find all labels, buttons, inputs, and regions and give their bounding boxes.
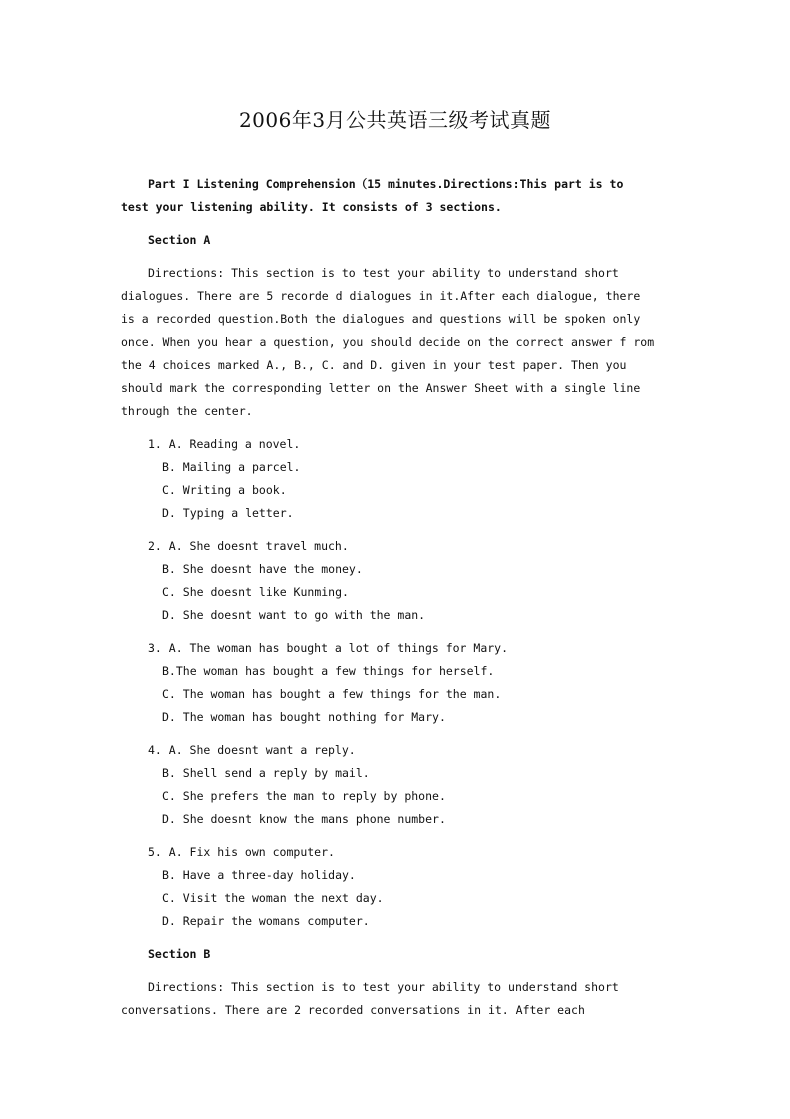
- section-a-directions: [121, 262, 666, 423]
- question-option: B. Mailing a parcel.: [162, 460, 301, 474]
- section-b-title: Section B: [148, 947, 211, 961]
- section-a-directions-line: is a recorded question.Both the dialogues and questions will be spoken only: [121, 312, 641, 326]
- question-option: B. Have a three-day holiday.: [162, 868, 356, 882]
- question-option: D. Repair the womans computer.: [162, 914, 370, 928]
- question-3: [121, 637, 666, 729]
- question-option: D. She doesnt know the mans phone number.: [162, 812, 446, 826]
- section-a-directions-line: should mark the corresponding letter on the Answer Sheet with a single line: [121, 381, 641, 395]
- question-option: B. She doesnt have the money.: [162, 562, 363, 576]
- section-a-directions-line: through the center.: [121, 404, 253, 418]
- question-option: C. She doesnt like Kunming.: [162, 585, 349, 599]
- question-5: [121, 841, 666, 933]
- part1-heading-line1: Part I Listening Comprehension（15 minutes.Directions:This part is to: [148, 177, 624, 191]
- part1-heading-line2: test your listening ability. It consists of 3 sections.: [121, 200, 502, 214]
- section-a-directions-line: dialogues. There are 5 recorde d dialogues in it.After each dialogue, there: [121, 289, 641, 303]
- section-b-directions-line: Directions: This section is to test your ability to understand short: [148, 980, 619, 994]
- question-option: C. Writing a book.: [162, 483, 287, 497]
- section-a-directions-line: once. When you hear a question, you should decide on the correct answer f rom: [121, 335, 655, 349]
- question-option: 2. A. She doesnt travel much.: [148, 539, 349, 553]
- document-body: [121, 170, 666, 1022]
- question-option: 4. A. She doesnt want a reply.: [148, 743, 356, 757]
- question-1: [121, 433, 666, 525]
- question-option: D. Typing a letter.: [162, 506, 294, 520]
- section-b-directions: [121, 976, 666, 1022]
- question-option: C. Visit the woman the next day.: [162, 891, 384, 905]
- question-option: 3. A. The woman has bought a lot of things for Mary.: [148, 641, 509, 655]
- question-4: [121, 739, 666, 831]
- section-a-directions-line: the 4 choices marked A., B., C. and D. given in your test paper. Then you: [121, 358, 627, 372]
- question-option: B. Shell send a reply by mail.: [162, 766, 370, 780]
- question-option: 5. A. Fix his own computer.: [148, 845, 335, 859]
- question-option: C. She prefers the man to reply by phone.: [162, 789, 446, 803]
- question-option: D. The woman has bought nothing for Mary.: [162, 710, 446, 724]
- section-a-title: Section A: [148, 233, 211, 247]
- section-b-directions-line: conversations. There are 2 recorded conversations in it. After each: [121, 1003, 585, 1017]
- question-option: C. The woman has bought a few things for the man.: [162, 687, 502, 701]
- question-option: B.The woman has bought a few things for herself.: [162, 664, 495, 678]
- question-2: [121, 535, 666, 627]
- page-title: 2006年3月公共英语三级考试真题: [238, 108, 552, 132]
- question-option: 1. A. Reading a novel.: [148, 437, 301, 451]
- question-option: D. She doesnt want to go with the man.: [162, 608, 426, 622]
- section-a-directions-line: Directions: This section is to test your ability to understand short: [148, 266, 619, 280]
